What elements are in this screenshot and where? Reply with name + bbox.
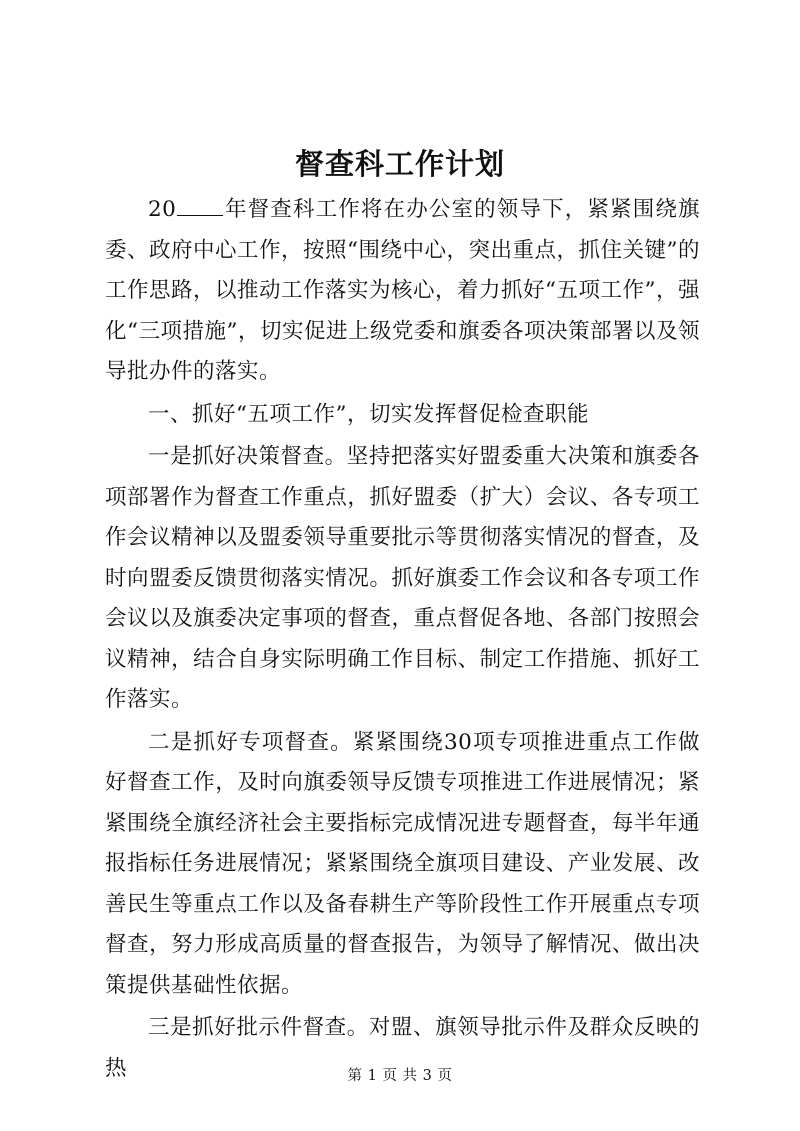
year-prefix: 20 [148, 197, 177, 222]
intro-paragraph [105, 190, 700, 393]
intro-text: 年督查科工作将在办公室的领导下，紧紧围绕旗委、政府中心工作，按照“围绕中心，突出重点，抓住关键”的工作思路，以推动工作落实为核心，着力抓好“五项工作”，强化“三项措施”，切实促进上级党委和旗委各项决策部署以及领导批办件的落实。 [105, 197, 700, 384]
paragraph-instruction-supervision: 三是抓好批示件督查。对盟、旗领导批示件及群众反映的热 [105, 1015, 700, 1081]
paragraph-decision-supervision: 一是抓好决策督查。坚持把落实好盟委重大决策和旗委各项部署作为督查工作重点，抓好盟委（扩大）会议、各专项工作会议精神以及盟委领导重要批示等贯彻落实情况的督查，及时向盟委反馈贯彻落实情况。抓好旗委工作会议和各专项工作会议以及旗委决定事项的督查，重点督促各地、各部门按照会议精神，结合自身实际明确工作目标、制定工作措施、抓好工作落实。 [105, 444, 700, 712]
paragraph-special-supervision: 二是抓好专项督查。紧紧围绕30项专项推进重点工作做好督查工作，及时向旗委领导反馈专项推进工作进展情况；紧紧围绕全旗经济社会主要指标完成情况进专题督查，每半年通报指标任务进展情况；紧紧围绕全旗项目建设、产业发展、改善民生等重点工作以及备春耕生产等阶段性工作开展重点专项督查，努力形成高质量的督查报告，为领导了解情况、做出决策提供基础性依据。 [105, 729, 700, 998]
section-heading: 一、抓好“五项工作”，切实发挥督促检查职能 [148, 401, 589, 427]
page-footer: 第 1 页 共 3 页 [347, 1068, 453, 1084]
document-body [105, 190, 700, 1089]
document-title: 督查科工作计划 [294, 147, 505, 181]
year-blank [177, 197, 223, 216]
